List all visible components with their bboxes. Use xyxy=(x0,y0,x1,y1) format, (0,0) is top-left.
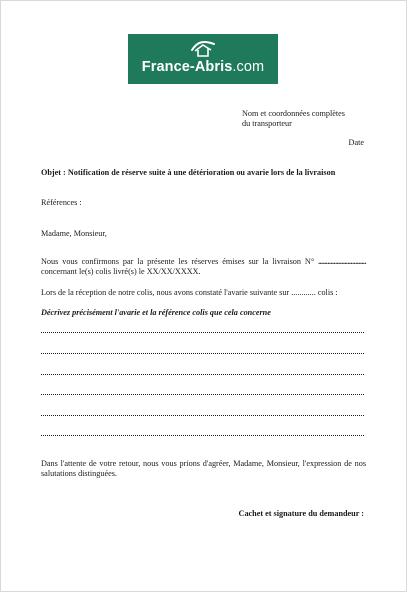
paragraph-observation: Lors de la réception de notre colis, nous avons constaté l'avarie suivante sur ............ colis : xyxy=(41,288,338,297)
logo-domain: .com xyxy=(232,59,265,75)
recipient-line-1: Nom et coordonnées complètes xyxy=(242,109,345,118)
logo-brand: France-Abris xyxy=(141,59,233,75)
delivery-number-placeholder: ............................... xyxy=(318,257,367,266)
closing-paragraph: Dans l'attente de votre retour, nous vous prions d'agréer, Madame, Monsieur, l'expression de nos salutations distinguées. xyxy=(41,459,366,478)
instruction-text: Décrivez précisément l'avarie et la référence colis que cela concerne xyxy=(41,308,271,317)
recipient-line-2: du transporteur xyxy=(242,119,292,128)
signature-label: Cachet et signature du demandeur : xyxy=(238,509,364,518)
description-line xyxy=(41,332,364,333)
description-line xyxy=(41,415,364,416)
description-line xyxy=(41,435,364,436)
paragraph-confirmation-text-b: concernant le(s) colis livré(s) le XX/XX/XXXX. xyxy=(41,267,201,276)
recipient-block xyxy=(242,109,382,129)
france-abris-logo xyxy=(128,34,278,84)
paragraph-confirmation-text-a: Nous vous confirmons par la présente les réserves émises sur la livraison N° xyxy=(41,257,315,266)
references-label: Références : xyxy=(41,198,82,207)
paragraph-confirmation xyxy=(41,257,366,277)
description-line xyxy=(41,353,364,354)
house-roof-icon xyxy=(189,38,217,58)
logo-wordmark xyxy=(128,59,278,75)
description-line xyxy=(41,374,364,375)
subject-line: Objet : Notification de réserve suite à une détérioration ou avarie lors de la livraison xyxy=(41,168,336,177)
description-line xyxy=(41,394,364,395)
date-label: Date xyxy=(348,138,364,147)
greeting: Madame, Monsieur, xyxy=(41,229,107,238)
